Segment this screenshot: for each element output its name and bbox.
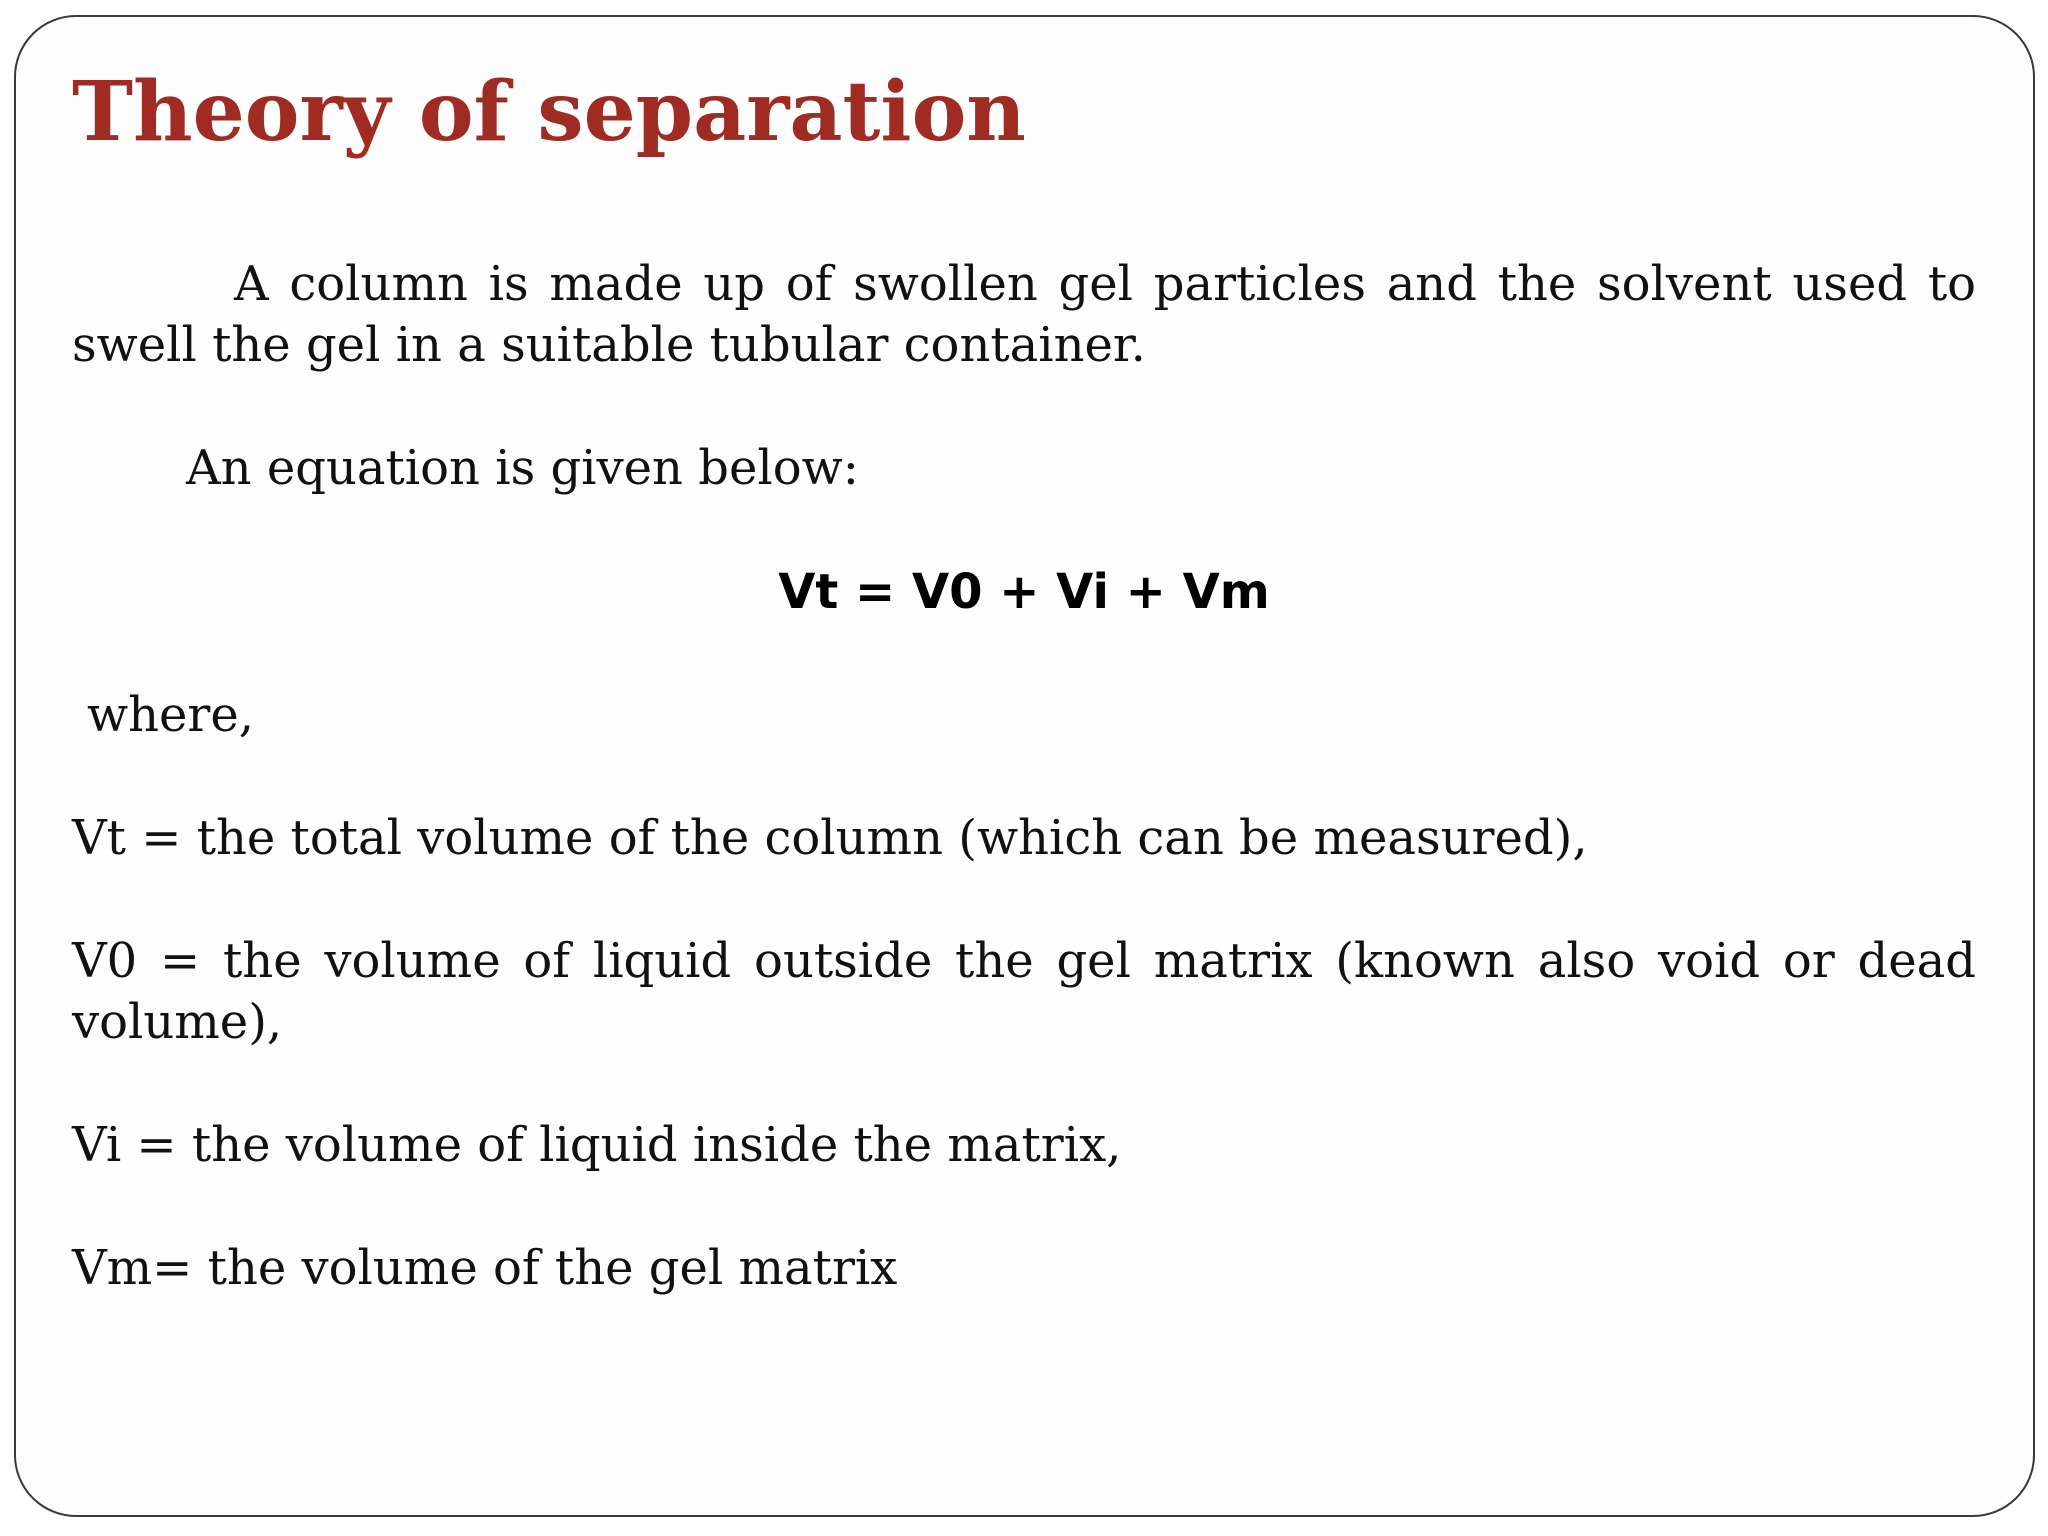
equation: Vt = V0 + Vi + Vm — [778, 564, 1270, 620]
equation-intro: An equation is given below: — [186, 440, 859, 496]
definition-v0: V0 = the volume of liquid outside the gel matrix (known also void or dead volume), — [72, 933, 1976, 1050]
intro-paragraph: A column is made up of swollen gel particles and the solvent used to swell the gel in a suitable tubular container. — [72, 256, 1976, 373]
definition-vm: Vm= the volume of the gel matrix — [72, 1240, 898, 1296]
definition-vi: Vi = the volume of liquid inside the matrix, — [72, 1117, 1122, 1173]
definition-vt: Vt = the total volume of the column (which can be measured), — [72, 810, 1588, 866]
slide-title: Theory of separation — [72, 64, 1026, 160]
where-label: where, — [87, 687, 255, 743]
